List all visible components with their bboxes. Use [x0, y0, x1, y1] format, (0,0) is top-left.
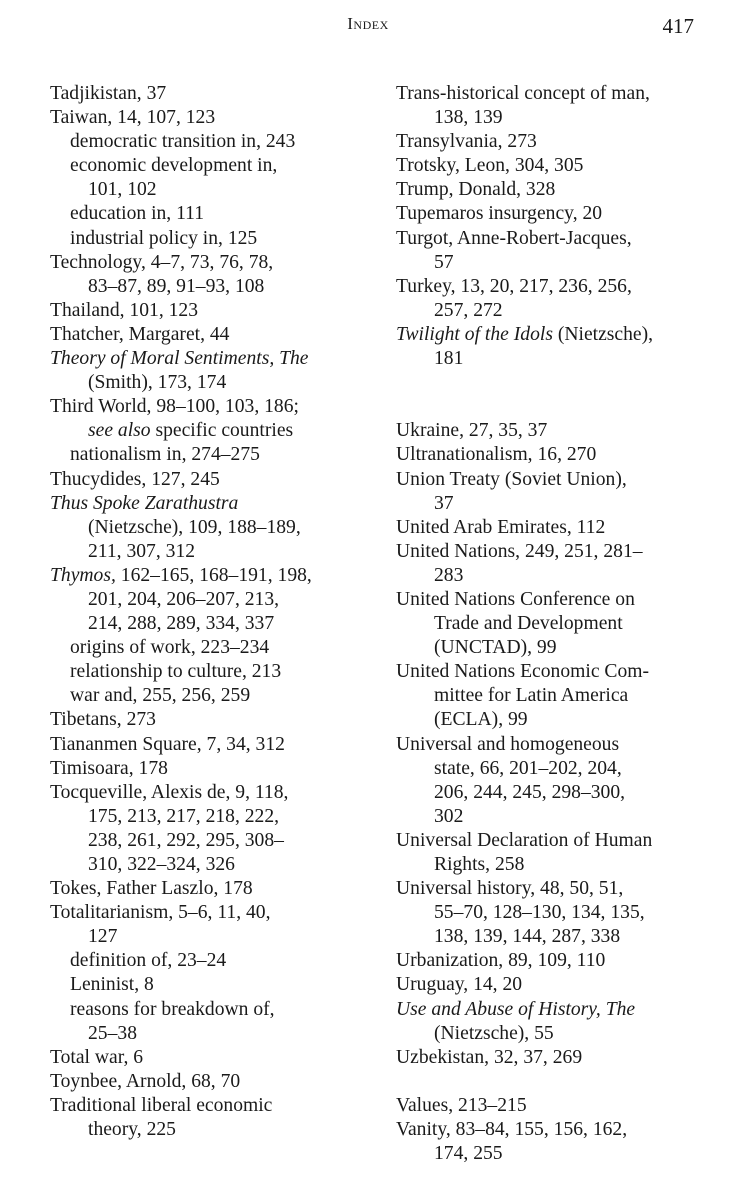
- index-subentry: [50, 949, 370, 973]
- index-continuation: [50, 829, 370, 853]
- entry-text: Timisoara, 178: [50, 757, 168, 779]
- index-continuation: [50, 805, 370, 829]
- index-entry: [50, 757, 370, 781]
- index-continuation: [396, 853, 716, 877]
- entry-text: Totalitarianism, 5–6, 11, 40,: [50, 902, 271, 924]
- entry-text: United Nations Conference on: [396, 588, 635, 610]
- index-entry: [396, 323, 716, 347]
- entry-text: Uruguay, 14, 20: [396, 974, 523, 996]
- entry-text: Ultranationalism, 16, 270: [396, 444, 597, 466]
- index-continuation: [50, 419, 370, 443]
- index-continuation: [50, 540, 370, 564]
- index-continuation: [396, 492, 716, 516]
- index-continuation: [396, 757, 716, 781]
- index-continuation: [396, 106, 716, 130]
- index-entry: [50, 82, 370, 106]
- entry-text: 55–70, 128–130, 134, 135,: [434, 902, 645, 924]
- entry-text: Turgot, Anne-Robert-Jacques,: [396, 227, 632, 249]
- entry-text: state, 66, 201–202, 204,: [434, 757, 622, 779]
- index-entry: [396, 202, 716, 226]
- entry-text: education in, 111: [70, 203, 205, 225]
- index-entry: [396, 733, 716, 757]
- entry-text: definition of, 23–24: [70, 950, 227, 972]
- entry-text: Traditional liberal economic: [50, 1094, 273, 1116]
- entry-text: Third World, 98–100, 103, 186;: [50, 396, 299, 418]
- entry-text: Rights, 258: [434, 854, 525, 875]
- entry-text: 238, 261, 292, 295, 308–: [88, 829, 284, 851]
- entry-text: Tokes, Father Laszlo, 178: [50, 878, 253, 900]
- entry-text: democratic transition in, 243: [70, 131, 296, 153]
- entry-text: Taiwan, 14, 107, 123: [50, 107, 216, 129]
- entry-text: Tadjikistan, 37: [50, 83, 167, 104]
- entry-text: Tupemaros insurgency, 20: [396, 203, 603, 225]
- entry-text: nationalism in, 274–275: [70, 444, 260, 466]
- entry-text: Trans-historical concept of man,: [396, 83, 650, 104]
- index-entry: [50, 733, 370, 757]
- index-entry: [396, 516, 716, 540]
- entry-text: Ukraine, 27, 35, 37: [396, 420, 548, 442]
- index-entry: [50, 251, 370, 275]
- entry-text: 83–87, 89, 91–93, 108: [88, 275, 265, 297]
- index-entry: [396, 973, 716, 997]
- entry-text: 37: [434, 492, 454, 514]
- entry-text: Thailand, 101, 123: [50, 299, 199, 321]
- entry-text: (Nietzsche), 55: [434, 1022, 554, 1044]
- index-continuation: [396, 564, 716, 588]
- entry-text: Universal history, 48, 50, 51,: [396, 878, 624, 900]
- index-subentry: [50, 684, 370, 708]
- section-gap: [396, 395, 716, 419]
- entry-text: 283: [434, 564, 464, 586]
- index-entry: [396, 998, 716, 1022]
- index-entry: [50, 877, 370, 901]
- page-title: Index: [347, 14, 389, 33]
- index-subentry: [50, 998, 370, 1022]
- index-continuation: [396, 781, 716, 805]
- index-entry: [50, 1046, 370, 1070]
- italic-title: Twilight of the Idols: [396, 323, 553, 345]
- entry-text: 211, 307, 312: [88, 540, 196, 562]
- entry-text: (Nietzsche), 109, 188–189,: [88, 516, 301, 538]
- index-entry: [50, 323, 370, 347]
- entry-text: war and, 255, 256, 259: [70, 685, 251, 707]
- entry-text: (Nietzsche),: [552, 323, 654, 345]
- italic-title: Thymos,: [50, 564, 116, 586]
- entry-text: specific countries: [150, 420, 294, 442]
- entry-text: 302: [434, 805, 464, 827]
- entry-text: 175, 213, 217, 218, 222,: [88, 805, 280, 827]
- entry-text: Uzbekistan, 32, 37, 269: [396, 1046, 583, 1068]
- index-continuation: [50, 853, 370, 877]
- entry-text: origins of work, 223–234: [70, 637, 270, 659]
- index-continuation: [396, 299, 716, 323]
- entry-text: Technology, 4–7, 73, 76, 78,: [50, 251, 274, 273]
- entry-text: mittee for Latin America: [434, 685, 629, 707]
- entry-text: United Arab Emirates, 112: [396, 516, 606, 538]
- entry-text: 214, 288, 289, 334, 337: [88, 613, 275, 635]
- index-continuation: [50, 275, 370, 299]
- entry-text: United Nations, 249, 251, 281–: [396, 540, 643, 562]
- index-continuation: [50, 588, 370, 612]
- index-entry: [50, 708, 370, 732]
- index-entry: [396, 660, 716, 684]
- index-entry: [396, 82, 716, 106]
- index-subentry: [50, 130, 370, 154]
- index-continuation: [396, 612, 716, 636]
- entry-text: United Nations Economic Com-: [396, 661, 650, 683]
- index-continuation: [50, 1022, 370, 1046]
- index-continuation: [396, 805, 716, 829]
- index-column-left: [50, 82, 370, 1142]
- index-entry: [50, 1070, 370, 1094]
- entry-text: 174, 255: [434, 1143, 503, 1165]
- entry-text: Vanity, 83–84, 155, 156, 162,: [396, 1119, 628, 1141]
- entry-text: reasons for breakdown of,: [70, 998, 275, 1020]
- index-entry: [50, 781, 370, 805]
- section-gap: [396, 371, 716, 395]
- index-entry: [396, 877, 716, 901]
- italic-title: see also: [88, 420, 151, 442]
- index-subentry: [50, 202, 370, 226]
- index-entry: [396, 1118, 716, 1142]
- index-subentry: [50, 443, 370, 467]
- index-entry: [50, 492, 370, 516]
- entry-text: 25–38: [88, 1022, 137, 1044]
- italic-title: Thus Spoke Zarathustra: [50, 492, 239, 514]
- index-continuation: [50, 178, 370, 202]
- entry-text: Thucydides, 127, 245: [50, 468, 220, 490]
- index-entry: [396, 227, 716, 251]
- entry-text: (ECLA), 99: [434, 709, 528, 731]
- entry-text: Tibetans, 273: [50, 709, 156, 731]
- entry-text: 138, 139: [434, 107, 503, 129]
- entry-text: Total war, 6: [50, 1046, 144, 1068]
- entry-text: relationship to culture, 213: [70, 661, 282, 683]
- entry-text: 206, 244, 245, 298–300,: [434, 781, 626, 803]
- index-entry: [396, 540, 716, 564]
- entry-text: Union Treaty (Soviet Union),: [396, 468, 627, 490]
- entry-text: Universal and homogeneous: [396, 733, 620, 755]
- page-number: 417: [662, 14, 694, 38]
- index-entry: [50, 347, 370, 371]
- index-continuation: [396, 708, 716, 732]
- index-continuation: [396, 925, 716, 949]
- index-continuation: [396, 636, 716, 660]
- italic-title: Use and Abuse of History, The: [396, 998, 636, 1020]
- index-entry: [50, 468, 370, 492]
- index-column-right: [396, 82, 716, 1166]
- entry-text: Trump, Donald, 328: [396, 179, 556, 201]
- entry-text: 201, 204, 206–207, 213,: [88, 588, 280, 610]
- entry-text: Transylvania, 273: [396, 131, 537, 153]
- index-entry: [396, 829, 716, 853]
- index-subentry: [50, 973, 370, 997]
- index-continuation: [396, 347, 716, 371]
- entry-text: 101, 102: [88, 179, 157, 201]
- entry-text: industrial policy in, 125: [70, 227, 258, 249]
- index-subentry: [50, 636, 370, 660]
- entry-text: Trade and Development: [434, 613, 623, 635]
- index-entry: [50, 901, 370, 925]
- entry-text: 138, 139, 144, 287, 338: [434, 926, 621, 948]
- entry-text: Urbanization, 89, 109, 110: [396, 950, 606, 972]
- index-subentry: [50, 154, 370, 178]
- entry-text: (Smith), 173, 174: [88, 372, 227, 394]
- italic-title: Theory of Moral Sentiments, The: [50, 348, 309, 370]
- index-entry: [396, 949, 716, 973]
- index-continuation: [50, 371, 370, 395]
- index-continuation: [50, 1118, 370, 1142]
- index-entry: [396, 275, 716, 299]
- entry-text: Values, 213–215: [396, 1094, 527, 1116]
- entry-text: Tiananmen Square, 7, 34, 312: [50, 733, 285, 755]
- index-entry: [396, 178, 716, 202]
- index-subentry: [50, 227, 370, 251]
- index-entry: [50, 395, 370, 419]
- index-continuation: [396, 251, 716, 275]
- entry-text: Thatcher, Margaret, 44: [50, 323, 230, 345]
- section-gap: [396, 1070, 716, 1094]
- index-continuation: [396, 684, 716, 708]
- entry-text: 181: [434, 348, 464, 370]
- index-continuation: [396, 1142, 716, 1166]
- index-continuation: [50, 516, 370, 540]
- entry-text: (UNCTAD), 99: [434, 637, 557, 659]
- index-entry: [396, 443, 716, 467]
- index-entry: [50, 1094, 370, 1118]
- entry-text: 57: [434, 251, 454, 273]
- index-continuation: [50, 925, 370, 949]
- index-entry: [396, 468, 716, 492]
- entry-text: Tocqueville, Alexis de, 9, 118,: [50, 781, 289, 803]
- index-continuation: [396, 901, 716, 925]
- entry-text: 257, 272: [434, 299, 503, 321]
- index-entry: [396, 154, 716, 178]
- index-entry: [396, 419, 716, 443]
- index-entry: [396, 588, 716, 612]
- index-entry: [396, 1094, 716, 1118]
- index-continuation: [50, 612, 370, 636]
- entry-text: Universal Declaration of Human: [396, 829, 653, 851]
- index-entry: [396, 130, 716, 154]
- index-entry: [50, 299, 370, 323]
- index-entry: [396, 1046, 716, 1070]
- entry-text: Turkey, 13, 20, 217, 236, 256,: [396, 275, 632, 297]
- entry-text: Leninist, 8: [70, 974, 154, 996]
- index-entry: [50, 564, 370, 588]
- index-subentry: [50, 660, 370, 684]
- index-entry: [50, 106, 370, 130]
- index-continuation: [396, 1022, 716, 1046]
- entry-text: economic development in,: [70, 155, 278, 177]
- entry-text: Toynbee, Arnold, 68, 70: [50, 1070, 241, 1092]
- entry-text: 310, 322–324, 326: [88, 854, 235, 875]
- entry-text: 162–165, 168–191, 198,: [115, 564, 312, 586]
- entry-text: Trotsky, Leon, 304, 305: [396, 155, 584, 177]
- entry-text: theory, 225: [88, 1119, 176, 1141]
- entry-text: 127: [88, 926, 118, 948]
